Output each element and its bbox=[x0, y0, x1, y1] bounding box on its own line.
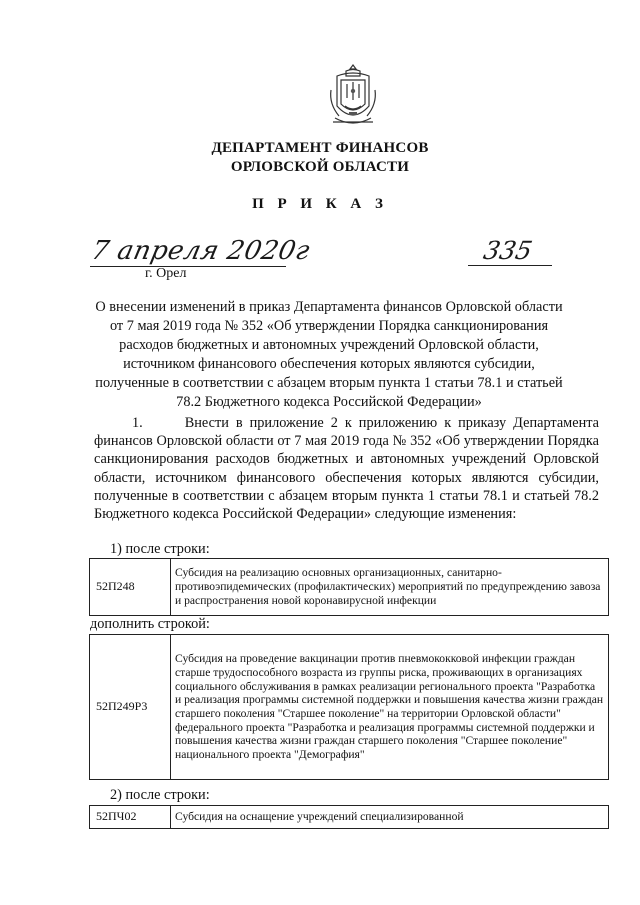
city-label: г. Орел bbox=[145, 266, 187, 281]
subject-line: расходов бюджетных и автономных учреждений Орловской области, bbox=[119, 337, 539, 353]
date-underline bbox=[90, 266, 286, 267]
subject-line: полученные в соответствии с абзацем вторым пункта 1 статьи 78.1 и статьей bbox=[95, 375, 563, 391]
table-cell-text: Субсидия на оснащение учреждений специализированной bbox=[171, 806, 609, 829]
body-paragraph-1: 1. Внести в приложение 2 к приложению к приказу Департамента финансов Орловской области от 7 мая 2019 года № 352 «Об утверждении Порядка санкционирования расходов бюджетных и автономных учреждений Орловской области, источником финансового обеспечения которых являются субсидии, полученные в соответствии с абзацем вторым пункта 1 статьи 78.1 и статьей 78.2 Бюджетного кодекса Российской Федерации» следующие изменения: bbox=[94, 415, 599, 523]
add-row-label: дополнить строкой: bbox=[90, 616, 210, 632]
order-subject bbox=[64, 298, 594, 412]
item-1-label: 1) после строки: bbox=[110, 541, 210, 557]
subject-line: от 7 мая 2019 года № 352 «Об утверждении Порядка санкционирования bbox=[109, 318, 549, 334]
number-underline bbox=[468, 265, 552, 266]
table-row-existing-1 bbox=[89, 558, 609, 616]
table-row-existing-2 bbox=[89, 805, 609, 829]
document-type-title: П Р И К А З bbox=[252, 196, 388, 212]
item-2-label: 2) после строки: bbox=[110, 787, 210, 803]
org-name-line2: ОРЛОВСКОЙ ОБЛАСТИ bbox=[230, 159, 410, 175]
table-cell-code: 52П249Р3 bbox=[90, 635, 171, 780]
coat-of-arms-icon bbox=[327, 62, 379, 128]
subject-line: О внесении изменений в приказ Департамента финансов Орловской области bbox=[95, 299, 563, 315]
table-row-added bbox=[89, 634, 609, 780]
org-name-line1: ДЕПАРТАМЕНТ ФИНАНСОВ bbox=[211, 140, 429, 156]
subject-line: 78.2 Бюджетного кодекса Российской Федерации» bbox=[176, 394, 482, 410]
table-cell-code: 52П248 bbox=[90, 559, 171, 616]
subject-line: источником финансового обеспечения которых являются субсидии, bbox=[123, 356, 535, 372]
handwritten-date: 7 апреля 2020г bbox=[88, 236, 313, 266]
table-cell-code: 52ПЧ02 bbox=[90, 806, 171, 829]
handwritten-order-number: 335 bbox=[480, 236, 535, 265]
table-cell-text: Субсидия на проведение вакцинации против пневмококковой инфекции граждан старше трудоспособного возраста из группы риска, проживающих в организациях социального обслуживания в рамках реализации регионального проекта "Разработка и реализация программы системной поддержки и повышения качества жизни граждан старшего поколения "Старшее поколение" на территории Орловской области" федерального проекта "Разработка и реализация программы системной поддержки и повышения качества жизни граждан старшего поколения "Старшее поколение" национального проекта "Демография" bbox=[171, 635, 609, 780]
table-cell-text: Субсидия на реализацию основных организационных, санитарно-противоэпидемических (профилактических) мероприятий по предупреждению завоза и распространения новой коронавирусной инфекции bbox=[171, 559, 609, 616]
